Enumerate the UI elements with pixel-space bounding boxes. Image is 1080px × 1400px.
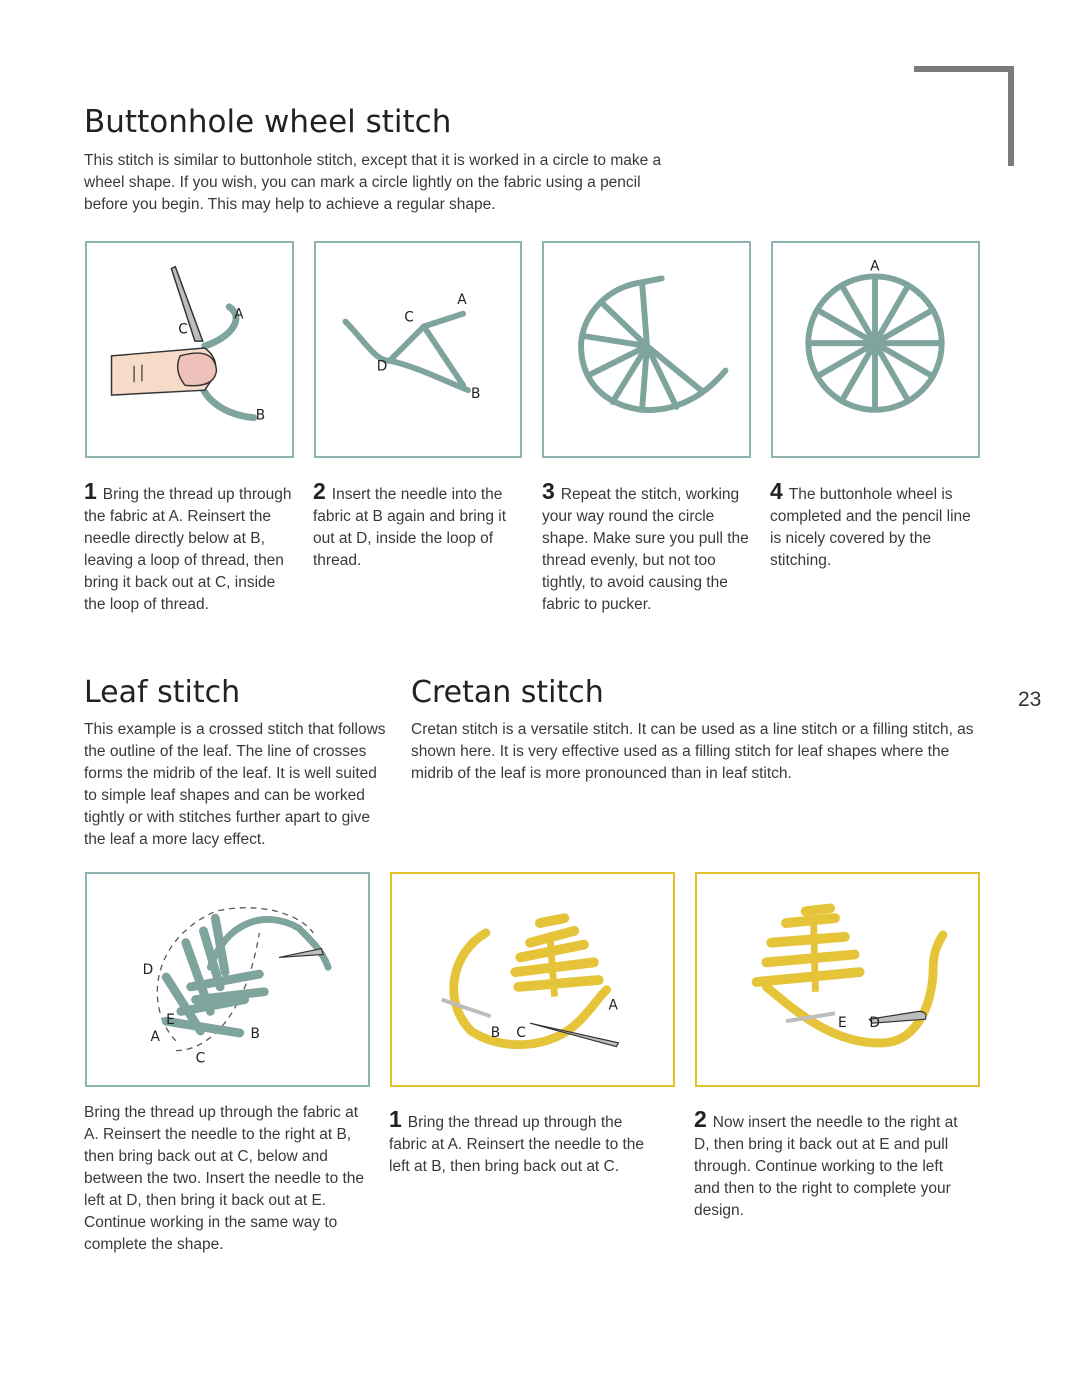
label-b: B [470, 386, 481, 403]
label-c: C [516, 1024, 526, 1041]
buttonhole-step-1 [84, 480, 299, 616]
partial-wheel-illustration [544, 243, 749, 456]
buttonhole-title: Buttonhole wheel stitch [84, 104, 452, 140]
label-d: D [869, 1015, 880, 1032]
cretan-step-1 [389, 1108, 664, 1178]
label-a: A [870, 258, 880, 275]
cretan-intro: Cretan stitch is a versatile stitch. It can be used as a line stitch or a filling stitch, as shown here. It is very effective used as a filling stitch for leaf shapes where the midrib of the leaf is more pronounced than in leaf stitch. [411, 721, 974, 782]
buttonhole-panel-1 [85, 241, 294, 458]
buttonhole-panel-2 [314, 241, 522, 458]
leaf-stitch-illustration [87, 874, 368, 1085]
label-d: D [142, 962, 154, 979]
step-text: The buttonhole wheel is completed and the pencil line is nicely covered by the stitching. [770, 486, 971, 569]
step-text: Bring the thread up through the fabric at A. Reinsert the needle to the left at B, then bring back out at C. [389, 1114, 645, 1175]
step-text: Now insert the needle to the right at D, then bring it back out at E and pull through. Continue working to the left and then to the right to complete your design. [694, 1114, 958, 1219]
buttonhole-step-3 [542, 480, 754, 616]
page-number: 23 [1018, 688, 1042, 711]
buttonhole-intro: This stitch is similar to buttonhole stitch, except that it is worked in a circle to make a wheel shape. If you wish, you can mark a circle lightly on the fabric using a pencil before you begin. This may help to achieve a regular shape. [84, 152, 662, 213]
cretan-panel-1 [390, 872, 675, 1087]
buttonhole-panel-3 [542, 241, 751, 458]
step-number: 2 [694, 1106, 707, 1132]
corner-mark [914, 66, 1014, 166]
finger-needle-illustration [87, 243, 292, 456]
cretan-step-2-illustration [697, 874, 978, 1085]
step-number: 2 [313, 478, 326, 504]
label-b: B [255, 407, 266, 424]
step-text: Bring the thread up through the fabric at A. Reinsert the needle directly below at B, leaving a loop of thread, then bring it back out at C, inside the loop of thread. [84, 486, 292, 613]
label-a: A [150, 1028, 160, 1045]
label-a: A [608, 997, 618, 1014]
label-c: C [178, 321, 188, 338]
label-d: D [376, 358, 388, 375]
label-a: A [234, 306, 244, 323]
label-b: B [490, 1024, 501, 1041]
leaf-title: Leaf stitch [84, 675, 241, 710]
cretan-step-2 [694, 1108, 969, 1222]
buttonhole-step-2 [313, 480, 523, 572]
complete-wheel-illustration [773, 243, 978, 456]
step-text: Repeat the stitch, working your way round the circle shape. Make sure you pull the thread evenly, but not too tightly, to avoid causing the fabric to pucker. [542, 486, 749, 613]
cretan-panel-2 [695, 872, 980, 1087]
cretan-title: Cretan stitch [411, 675, 604, 710]
label-e: E [837, 1015, 847, 1032]
label-c: C [195, 1050, 206, 1067]
step-number: 1 [389, 1106, 402, 1132]
step-number: 1 [84, 478, 97, 504]
buttonhole-step-4 [770, 480, 975, 572]
buttonhole-panel-4 [771, 241, 980, 458]
loop-stitch-illustration [316, 243, 520, 456]
label-a: A [457, 291, 467, 308]
step-number: 4 [770, 478, 783, 504]
step-text: Insert the needle into the fabric at B again and bring it out at D, inside the loop of thread. [313, 486, 507, 569]
label-c: C [404, 309, 414, 326]
leaf-panel [85, 872, 370, 1087]
leaf-intro: This example is a crossed stitch that follows the outline of the leaf. The line of crosses forms the midrib of the leaf. It is well suited to simple leaf shapes and can be worked tightly or with stitches further apart to give the leaf a more lacy effect. [84, 721, 386, 848]
label-e: E [166, 1012, 175, 1029]
step-number: 3 [542, 478, 555, 504]
leaf-caption: Bring the thread up through the fabric at A. Reinsert the needle to the right at B, then bring back out at C, below and between the two. Insert the needle to the left at D, then bring it back out at E. Continue working in the same way to complete the shape. [84, 1104, 365, 1253]
cretan-step-1-illustration [392, 874, 673, 1085]
label-b: B [250, 1025, 260, 1042]
